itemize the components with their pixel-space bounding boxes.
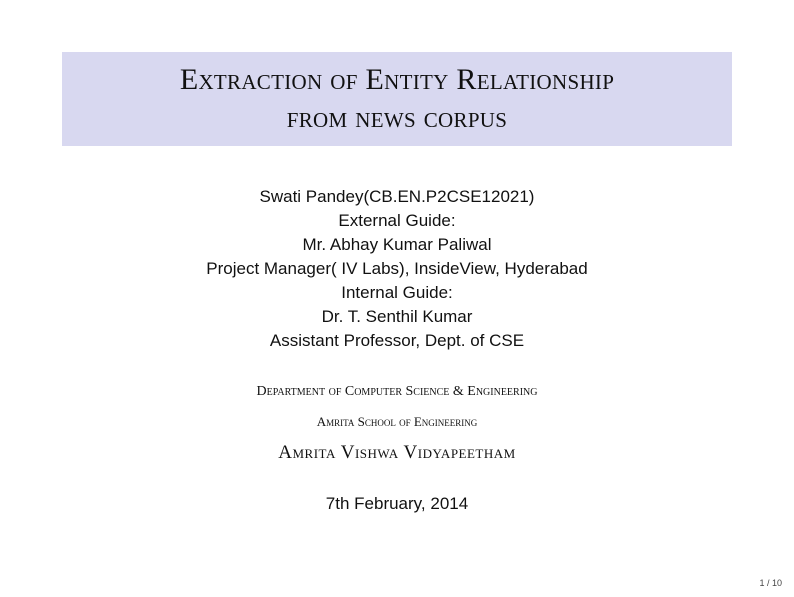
title-box [62,52,732,146]
external-guide-name: Mr. Abhay Kumar Paliwal [302,235,492,254]
author-block [0,185,794,353]
slide-subtitle: from news corpus [286,101,508,134]
slide-title: Extraction of Entity Relationship [179,63,615,96]
department: Department of Computer Science & Engineering [256,384,538,399]
author-name: Swati Pandey(CB.EN.P2CSE12021) [259,187,535,206]
page-number: 1 / 10 [759,578,782,588]
presentation-date: 7th February, 2014 [325,494,469,513]
external-guide-label: External Guide: [338,211,456,230]
school: Amrita School of Engineering [316,414,478,429]
internal-guide-role: Assistant Professor, Dept. of CSE [269,331,525,350]
university: Amrita Vishwa Vidyapeetham [278,442,516,463]
internal-guide-label: Internal Guide: [341,283,453,302]
internal-guide-name: Dr. T. Senthil Kumar [321,307,473,326]
external-guide-role: Project Manager( IV Labs), InsideView, Hyderabad [206,259,588,278]
